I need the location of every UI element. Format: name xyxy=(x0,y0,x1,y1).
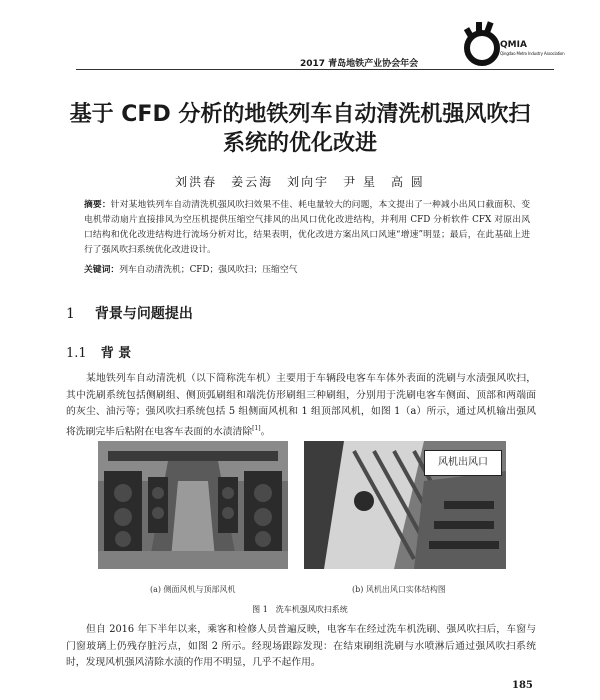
abstract-label: 摘要： xyxy=(84,200,111,210)
section-1-1-number: 1.1 xyxy=(66,346,87,361)
logo-subtitle: Qingdao Metro Industry Association xyxy=(500,51,565,56)
paper-title-line2: 系统的优化改进 xyxy=(222,131,377,156)
fan-outlet-callout: 风机出风口 xyxy=(424,450,502,476)
authors: 刘洪春 姜云海 刘向宇 尹 星 高 圆 xyxy=(175,175,425,189)
section-1-title: 背景与问题提出 xyxy=(94,306,193,322)
paper-title-line1: 基于 CFD 分析的地铁列车自动清洗机强风吹扫 xyxy=(69,102,531,127)
section-1-heading xyxy=(66,303,193,323)
header-rule xyxy=(76,69,554,70)
keywords-text: 列车自动清洗机；CFD；强风吹扫；压缩空气 xyxy=(119,265,298,275)
figure-1-caption: 图 1 洗车机强风吹扫系统 xyxy=(252,605,348,614)
paragraph-2: 但自 2016 年下半年以来，乘客和检修人员普遍反映，电客车在经过洗车机洗刷、强风吹扫后，车窗与门窗玻璃上仍残存脏污点，如图 2 所示。经现场跟踪发现：在结束刷组洗刷与水喷淋后通过强风吹扫系统时，发现风机强风清除水渍的作用不明显，几乎不起作用。 xyxy=(66,624,536,668)
figure-1a-photo xyxy=(98,441,288,569)
abstract xyxy=(84,198,530,258)
section-1-1-title: 背 景 xyxy=(100,346,132,361)
page-number: 185 xyxy=(512,680,533,691)
citation-ref: [1] xyxy=(252,424,261,432)
logo-name: QMIA xyxy=(500,40,527,50)
section-1-number: 1 xyxy=(66,306,75,322)
abstract-text: 针对某地铁列车自动清洗机强风吹扫效果不佳、耗电量较大的问题，本文提出了一种减小出风口截面积、变电机带动扇片直接排风为空压机提供压缩空气排风的出风口优化改进结构，并利用 CFD 分析软件 CFX 对原出风口结构和优化改进结构进行流场分析对比，结果表明，优化改进方案出风口风速“增速”明显；最后，在此基础上进行了强风吹扫系统优化改进设计。 xyxy=(84,200,530,255)
keywords xyxy=(84,262,530,275)
keywords-label: 关键词： xyxy=(84,265,120,275)
section-1-1-heading xyxy=(66,342,131,361)
paragraph-1: 某地铁列车自动清洗机（以下简称洗车机）主要用于车辆段电客车车体外表面的洗刷与水渍强风吹扫，其中洗刷系统包括侧刷组、侧顶弧刷组和端洗仿形刷组三种刷组，分别用于洗刷电客车侧面、顶部和两端面的灰尘、油污等；强风吹扫系统包括 5 组侧面风机和 1 组顶部风机，如图 1（a）所示，通过风机输出强风将洗刷完毕后粘附在电客车表面的水渍清除[1]。 xyxy=(66,373,536,437)
figure-1b-caption: (b) 风机出风口实体结构图 xyxy=(352,585,446,594)
figure-1a-caption: (a) 侧面风机与顶部风机 xyxy=(150,585,236,594)
conference-header: 2017 青岛地铁产业协会年会 xyxy=(300,59,419,69)
